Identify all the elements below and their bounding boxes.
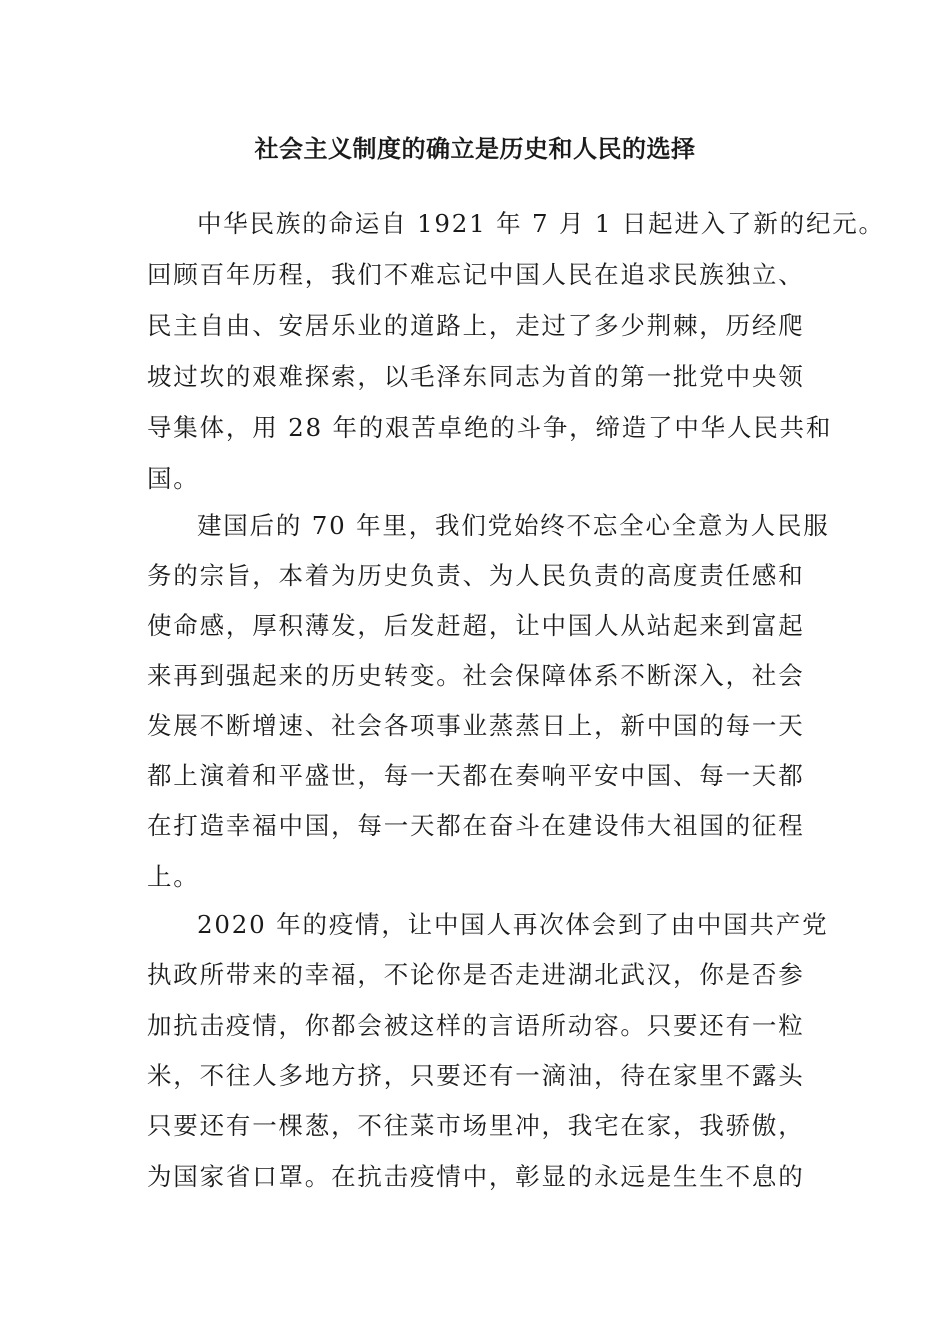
paragraph-line: 执政所带来的幸福，不论你是否走进湖北武汉，你是否参 [147,960,805,989]
paragraph-line: 民主自由、安居乐业的道路上，走过了多少荆棘，历经爬 [147,311,805,340]
paragraph-line: 国。 [147,464,200,493]
document-title: 社会主义制度的确立是历史和人民的选择 [254,134,696,163]
paragraph-line: 来再到强起来的历史转变。社会保障体系不断深入，社会 [147,661,805,690]
paragraph-line: 2020 年的疫情，让中国人再次体会到了由中国共产党 [197,910,829,939]
paragraph-line: 导集体，用 28 年的艰苦卓绝的斗争，缔造了中华人民共和 [147,413,833,442]
paragraph-line: 务的宗旨，本着为历史负责、为人民负责的高度责任感和 [147,561,805,590]
paragraph-line: 都上演着和平盛世，每一天都在奏响平安中国、每一天都 [147,761,805,790]
paragraph-line: 使命感，厚积薄发，后发赶超，让中国人从站起来到富起 [147,611,805,640]
paragraph-line: 中华民族的命运自 1921 年 7 月 1 日起进入了新的纪元。 [197,209,885,238]
paragraph-line: 回顾百年历程，我们不难忘记中国人民在追求民族独立、 [147,260,805,289]
paragraph-line: 建国后的 70 年里，我们党始终不忘全心全意为人民服 [197,511,830,540]
paragraph-line: 发展不断增速、社会各项事业蒸蒸日上，新中国的每一天 [147,711,805,740]
paragraph-line: 加抗击疫情，你都会被这样的言语所动容。只要还有一粒 [147,1011,805,1040]
paragraph-line: 坡过坎的艰难探索，以毛泽东同志为首的第一批党中央领 [147,362,805,391]
paragraph-line: 为国家省口罩。在抗击疫情中，彰显的永远是生生不息的 [147,1162,805,1191]
paragraph-line: 只要还有一棵葱，不往菜市场里冲，我宅在家，我骄傲， [147,1111,805,1140]
paragraph-line: 上。 [147,862,200,891]
paragraph-line: 米，不往人多地方挤，只要还有一滴油，待在家里不露头 [147,1061,805,1090]
paragraph-line: 在打造幸福中国，每一天都在奋斗在建设伟大祖国的征程 [147,811,805,840]
